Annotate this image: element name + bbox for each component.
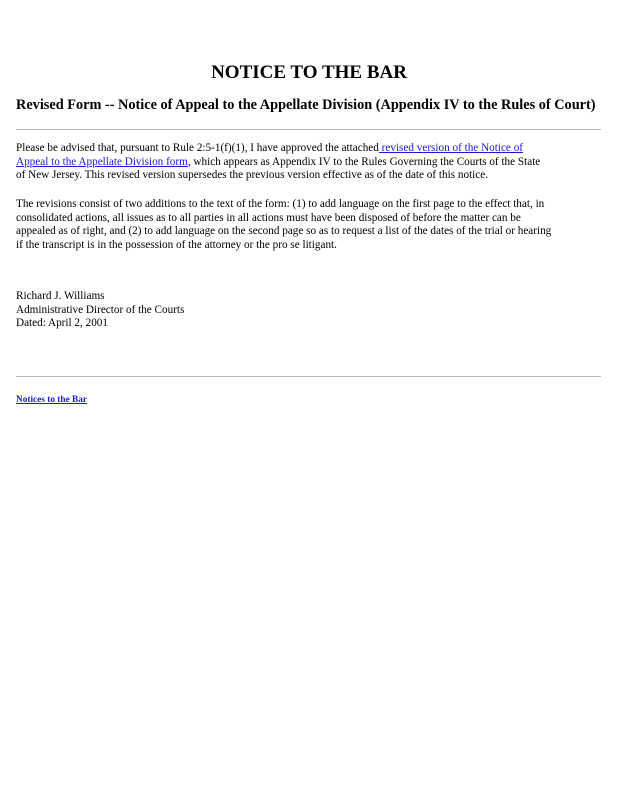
bottom-divider: [16, 376, 601, 377]
paragraph-approval: [16, 142, 606, 183]
page-title: NOTICE TO THE BAR: [211, 62, 407, 83]
revised-form-link-part-2[interactable]: Appeal to the Appellate Division form: [16, 155, 188, 168]
paragraph-approval-line-1: [16, 142, 606, 156]
signatory-position: Administrative Director of the Courts: [16, 303, 185, 316]
top-divider: [16, 129, 601, 130]
signatory-name: Richard J. Williams: [16, 290, 105, 302]
paragraph-revisions-line-4: if the transcript is in the possession of the attorney or the pro se litigant.: [16, 238, 337, 251]
paragraph-approval-line-2: [16, 156, 606, 170]
notices-to-the-bar-link[interactable]: Notices to the Bar: [16, 395, 87, 405]
paragraph-revisions: [16, 198, 606, 252]
paragraph-revisions-line-2: consolidated actions, all issues as to all parties in all actions must have been disposed of before the matter can be: [16, 211, 521, 224]
paragraph-approval-line-3: of New Jersey. This revised version supersedes the previous version effective as of the date of this notice.: [16, 169, 489, 181]
revised-form-link-part-1[interactable]: revised version of the Notice of: [378, 142, 524, 154]
approval-text-start: Please be advised that, pursuant to Rule 2:5-1(f)(1), I have approved the attached: [16, 142, 379, 154]
paragraph-revisions-line-1: The revisions consist of two additions to the text of the form: (1) to add language on the first page to the effect that, in: [16, 198, 545, 210]
paragraph-revisions-line-3: appealed as of right, and (2) to add language on the second page so as to request a list of the dates of the trial or hearing: [16, 225, 552, 237]
signature-block: [16, 290, 184, 331]
page-subtitle: Revised Form -- Notice of Appeal to the Appellate Division (Appendix IV to the Rules of Court): [16, 97, 596, 113]
approval-text-continued: , which appears as Appendix IV to the Rules Governing the Courts of the State: [187, 155, 541, 168]
signature-date: Dated: April 2, 2001: [16, 317, 108, 329]
